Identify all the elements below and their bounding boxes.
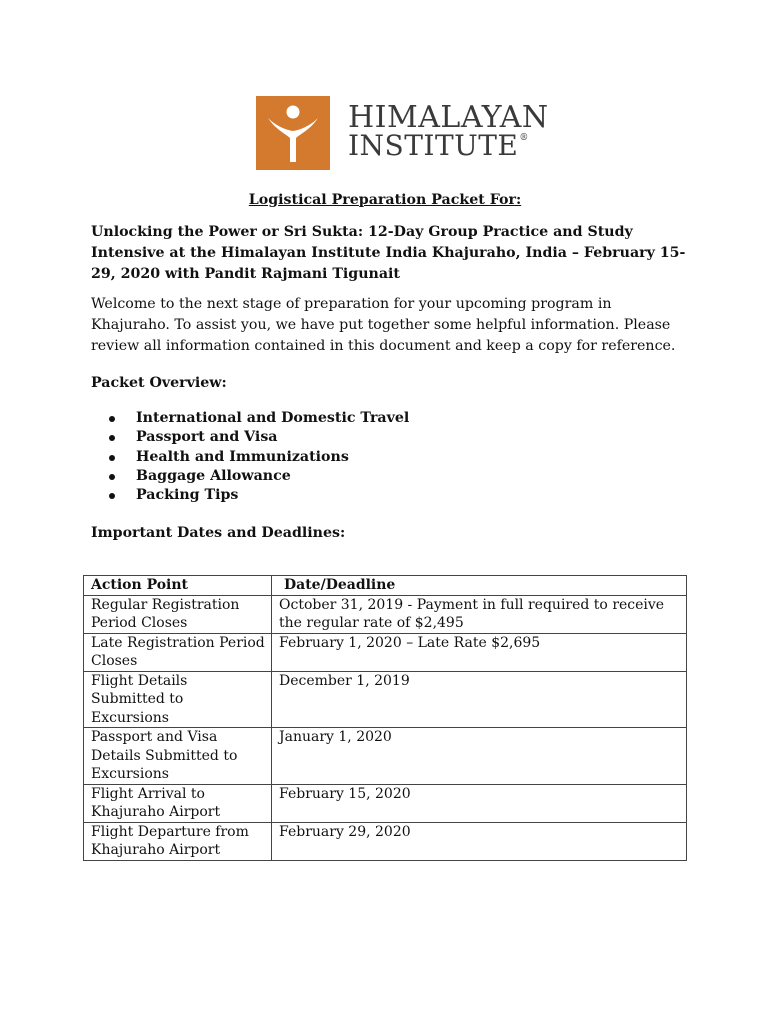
table-row xyxy=(84,784,687,822)
table-row xyxy=(84,633,687,671)
action-point-cell: Flight Arrival to Khajuraho Airport xyxy=(84,784,272,822)
deadline-cell: December 1, 2019 xyxy=(272,671,687,728)
table-row xyxy=(84,728,687,785)
bullet-icon xyxy=(109,474,115,480)
deadline-cell: October 31, 2019 - Payment in full required to receive the regular rate of $2,495 xyxy=(272,595,687,633)
list-item: International and Domestic Travel xyxy=(106,409,409,428)
deadlines-table xyxy=(83,575,687,861)
column-header-date-deadline: Date/Deadline xyxy=(272,576,687,596)
table-row xyxy=(84,822,687,860)
logo-text-line-2: INSTITUTE® xyxy=(348,129,529,162)
overview-list xyxy=(106,409,409,505)
table-row xyxy=(84,595,687,633)
overview-heading: Packet Overview: xyxy=(91,375,227,391)
bullet-icon xyxy=(109,493,115,499)
bullet-icon xyxy=(109,435,115,441)
packet-title: Logistical Preparation Packet For: xyxy=(248,192,522,208)
deadline-cell: February 1, 2020 – Late Rate $2,695 xyxy=(272,633,687,671)
welcome-paragraph: Welcome to the next stage of preparation for your upcoming program in Khajuraho. To assist you, we have put together some helpful information. Please review all information contained in this document and keep a copy for reference. xyxy=(91,296,676,354)
list-item: Health and Immunizations xyxy=(106,448,409,467)
action-point-cell: Late Registration Period Closes xyxy=(84,633,272,671)
deadline-cell: February 15, 2020 xyxy=(272,784,687,822)
bullet-icon xyxy=(109,416,115,422)
registered-mark: ® xyxy=(519,133,529,143)
deadline-cell: February 29, 2020 xyxy=(272,822,687,860)
action-point-cell: Flight Details Submitted to Excursions xyxy=(84,671,272,728)
list-item: Packing Tips xyxy=(106,486,409,505)
deadline-cell: January 1, 2020 xyxy=(272,728,687,785)
himalayan-institute-logo xyxy=(256,96,549,170)
list-item: Baggage Allowance xyxy=(106,467,409,486)
action-point-cell: Flight Departure from Khajuraho Airport xyxy=(84,822,272,860)
dates-heading: Important Dates and Deadlines: xyxy=(91,525,346,541)
bullet-icon xyxy=(109,455,115,461)
program-title: Unlocking the Power or Sri Sukta: 12-Day Group Practice and Study Intensive at the Himalayan Institute India Khajuraho, India – February 15-29, 2020 with Pandit Rajmani Tigunait xyxy=(91,224,686,282)
logo-text-line-1: HIMALAYAN xyxy=(348,100,549,135)
action-point-cell: Passport and Visa Details Submitted to Excursions xyxy=(84,728,272,785)
table-row xyxy=(84,671,687,728)
action-point-cell: Regular Registration Period Closes xyxy=(84,595,272,633)
list-item: Passport and Visa xyxy=(106,428,409,447)
logo-figure-icon xyxy=(256,96,330,170)
column-header-action-point: Action Point xyxy=(84,576,272,596)
table-header-row xyxy=(84,576,687,596)
